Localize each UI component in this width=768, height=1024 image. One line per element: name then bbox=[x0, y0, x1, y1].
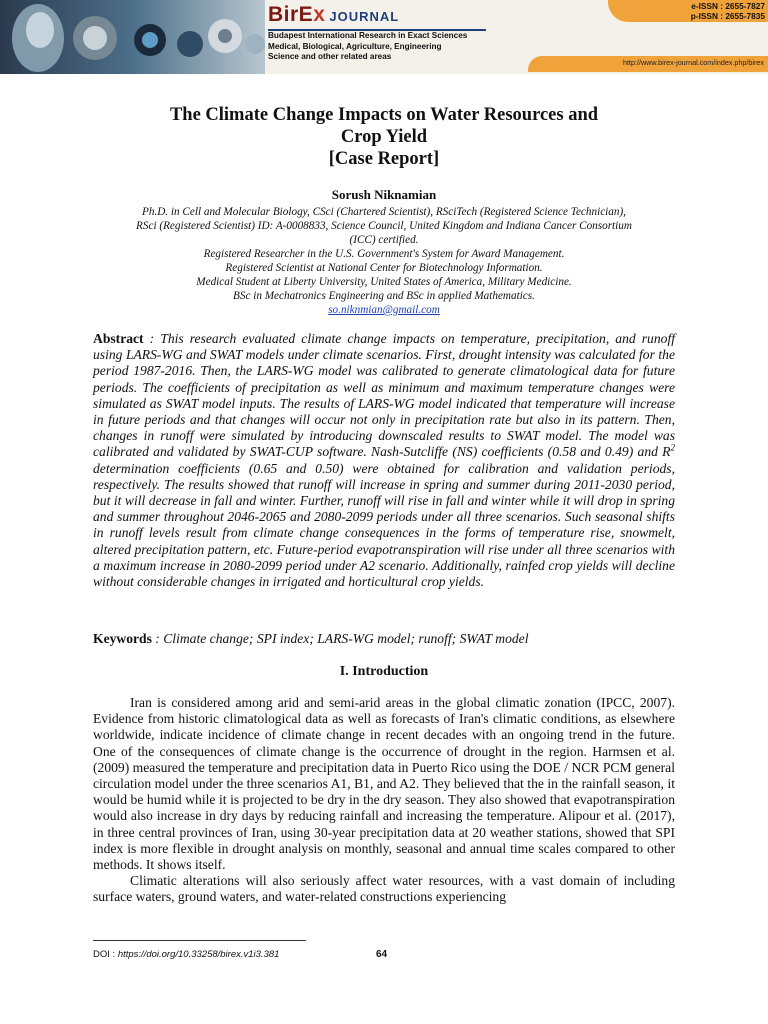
author-affiliations bbox=[80, 205, 688, 317]
journal-brand bbox=[268, 4, 486, 63]
journal-scope-line-2: Science and other related areas bbox=[268, 52, 392, 61]
journal-banner bbox=[0, 0, 768, 74]
keywords-text: : Climate change; SPI index; LARS-WG model; runoff; SWAT model bbox=[151, 631, 529, 646]
logo-prefix: BirE bbox=[268, 3, 314, 26]
journal-tagline: Budapest International Research in Exact Sciences bbox=[268, 31, 468, 40]
issn-text bbox=[691, 1, 765, 21]
keywords-label: Keywords bbox=[93, 631, 152, 646]
pissn: p-ISSN : 2655-7835 bbox=[690, 11, 765, 21]
journal-url[interactable]: http://www.birex-journal.com/index.php/birex bbox=[622, 58, 764, 67]
abstract-text-part-1: This research evaluated climate change impacts on temperature, precipitation, and runoff using LARS-WG and SWAT models under climate scenarios. First, drought intensity was calculated for the period 1987-2016. Then, the LARS-WG model was calibrated to generate climatological data for future periods. The coefficients of precipitation as well as minimum and maximum temperature changes were simulated as SWAT model inputs. The results of LARS-WG model indicated that temperature will increase in future periods and that changes will occur not only in precipitation rate but also in its pattern. Then, changes in runoff were simulated by introducing downscaled results to SWAT model. The model was calibrated and validated by SWAT-CUP software. Nash-Sutcliffe (NS) coefficients (0.58 and 0.49) and R bbox=[93, 331, 675, 460]
abstract bbox=[93, 331, 675, 590]
abstract-separator: : bbox=[143, 331, 161, 346]
abstract-text-part-2: determination coefficients (0.65 and 0.50) were obtained for calibration and validation periods, respectively. The results showed that runoff will increase in spring and summer during 2011-2030 period, but it will decrease in fall and winter. Further, runoff will rise in fall and winter while it will drop in spring and summer throughout 2046-2065 and 2080-2099 periods under all three scenarios. Such seasonal shifts in runoff levels result from climate change consequences in the forms of temperature rise, snowmelt, altered precipitation pattern, etc. Future-period evapotranspiration will rise under all three scenarios with a maximum increase in 2080-2099 period under A2 scenario. Additionally, rainfed crop yields will decline without considerable changes in irrigated and horticultural crop yields. bbox=[93, 460, 675, 590]
author-name: Sorush Niknamian bbox=[331, 187, 437, 202]
section-heading-introduction: I. Introduction bbox=[339, 664, 429, 679]
journal-logo bbox=[268, 4, 486, 28]
affiliation-line: Registered Researcher in the U.S. Government's System for Award Management. bbox=[203, 248, 565, 260]
affiliation-line: (ICC) certified. bbox=[349, 234, 419, 246]
affiliation-line: RSci (Registered Scientist) ID: A-0008833, Science Council, United Kingdom and Indiana Cancer Consortium bbox=[136, 220, 632, 232]
intro-paragraph: Iran is considered among arid and semi-arid areas in the global climatic zonation (IPCC, 2007). Evidence from historic climatological data as well as forecasts of Iran's climatic conditions, as elsewhere worldwide, indicate incidence of climate change in recent decades with an ongoing trend in the future. One of the consequences of climate change is the occurrence of drought in the region. Harmsen et al. (2009) measured the temperature and precipitation data in Puerto Rico using the DOE / NCR PCM general circulation model under the three scenarios A1, B1, and A2. They believed that the in the rainfall season, it would be humid while it is projected to be dry in the dry season. They also showed that evapotranspiration would also increase in dry days by reducing rainfall and increasing the temperature. Alipour et al. (2017), in three central provinces of Iran, using 30-year precipitation data at 20 weather stations, showed that SPI index is more flexible in drought analysis on monthly, seasonal and annual time scales compared to other methods. It shows itself. bbox=[93, 695, 675, 873]
footnote-divider bbox=[93, 940, 306, 941]
author-email-link[interactable]: so.niknmian@gmail.com bbox=[328, 304, 440, 316]
affiliation-line: BSc in Mechatronics Engineering and BSc in applied Mathematics. bbox=[233, 290, 535, 302]
page-number: 64 bbox=[376, 949, 388, 960]
doi-line bbox=[93, 949, 279, 960]
affiliation-line: Medical Student at Liberty University, United States of America, Military Medicine. bbox=[196, 276, 572, 288]
title-line-2: Crop Yield bbox=[340, 127, 428, 147]
affiliation-line: Ph.D. in Cell and Molecular Biology, CSci (Chartered Scientist), RSciTech (Registered Science Technician), bbox=[142, 206, 626, 218]
journal-scope-line-1: Medical, Biological, Agriculture, Engineering bbox=[268, 41, 442, 51]
paper-title bbox=[0, 104, 768, 170]
logo-x: x bbox=[313, 3, 326, 26]
introduction-body bbox=[93, 695, 675, 906]
title-line-3: [Case Report] bbox=[328, 149, 440, 169]
eissn: e-ISSN : 2655-7827 bbox=[691, 1, 765, 11]
doi-link[interactable]: https://doi.org/10.33258/birex.v1i3.381 bbox=[117, 949, 280, 960]
doi-label: DOI : bbox=[93, 949, 118, 960]
journal-url-bar bbox=[528, 56, 768, 72]
logo-journal-word: JOURNAL bbox=[329, 9, 400, 24]
issn-box bbox=[608, 0, 768, 22]
abstract-superscript: 2 bbox=[670, 442, 675, 453]
keywords bbox=[93, 631, 675, 647]
banner-collage-image bbox=[0, 0, 265, 74]
affiliation-line: Registered Scientist at National Center for Biotechnology Information. bbox=[225, 262, 543, 274]
intro-paragraph: Climatic alterations will also seriously affect water resources, with a vast domain of including surface waters, ground waters, and water-related constructions experiencing bbox=[93, 873, 675, 905]
title-line-1: The Climate Change Impacts on Water Resources and bbox=[169, 105, 599, 125]
abstract-label: Abstract bbox=[93, 331, 144, 346]
